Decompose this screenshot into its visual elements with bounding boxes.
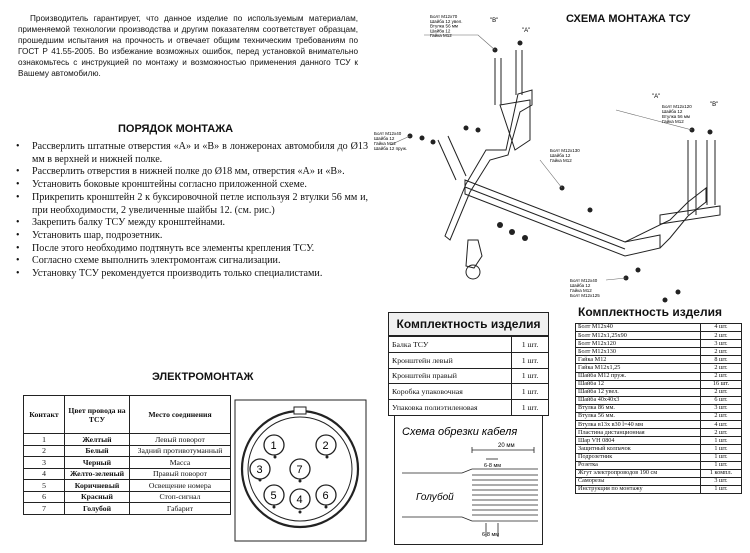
right-bolts-labels: [662, 104, 692, 124]
kit-right-item-qty: 3 шт.: [701, 477, 742, 485]
step-item: • Рассверлить отверстия в нижней полке до Ø18 мм, отверстия «А» и «В».: [14, 166, 368, 179]
kit-right-item-qty: 1 шт.: [701, 453, 742, 461]
kit-right-item-name: Саморезы: [576, 477, 701, 485]
contacts-table: [23, 395, 231, 515]
contacts-row: [24, 491, 231, 503]
kit-right-item-name: Втулка 86 мм.: [576, 404, 701, 412]
kit-right-item-qty: 1 компл.: [701, 469, 742, 477]
step-item: • Согласно схеме выполнить электромонтаж сигнализации.: [14, 255, 368, 268]
contacts-cell-contact: 3: [24, 457, 65, 469]
cable-small-bottom: 6-8 мм: [482, 532, 500, 538]
socket-pin-dot: [259, 479, 262, 482]
drawing-label: Гайка М12: [550, 158, 572, 163]
socket-diagram: [234, 399, 367, 542]
contacts-cell-place: Задний противотуманный: [130, 445, 231, 457]
kit-right-item-name: Розетка: [576, 461, 701, 469]
drawing-label: Шайба 12 увел.: [430, 18, 463, 24]
contacts-row: [24, 468, 231, 480]
beam-top-edge: [465, 187, 625, 249]
socket-pin-dot: [273, 506, 276, 509]
kit-right-row: [576, 364, 742, 372]
kit-right-row: [576, 324, 742, 332]
kit-right-row: [576, 348, 742, 356]
socket-pin-dot: [274, 456, 277, 459]
kit-left-item-qty: 1 шт.: [512, 337, 549, 353]
kit-left-item-qty: 1 шт.: [512, 384, 549, 400]
kit-right-item-qty: 6 шт.: [701, 396, 742, 404]
contacts-header-color: Цвет провода на ТСУ: [65, 396, 130, 434]
cable-wire-label: Голубой: [416, 492, 454, 503]
kit-right-row: [576, 380, 742, 388]
kit-left-item-qty: 1 шт.: [512, 368, 549, 384]
kit-right-row: [576, 396, 742, 404]
contacts-body: [24, 434, 231, 515]
kit-right-item-qty: 2 шт.: [701, 372, 742, 380]
kit-right-row: [576, 340, 742, 348]
top-stud-left: [495, 58, 501, 105]
socket-pin-number: 1: [270, 440, 277, 452]
contacts-row: [24, 503, 231, 515]
kit-right-item-qty: 2 шт.: [701, 388, 742, 396]
step-item: • Установку ТСУ рекомендуется производить только специалистами.: [14, 268, 368, 281]
contacts-cell-color: Желтый: [65, 434, 130, 446]
bottom-bolts-labels: [570, 278, 600, 298]
kit-right-item-name: Болт М12х120: [576, 340, 701, 348]
socket-pin-dot: [325, 506, 328, 509]
kit-right-item-qty: 2 шт.: [701, 413, 742, 421]
kit-left-item-name: Упаковка полиэтиленовая: [389, 400, 512, 416]
electro-heading: ЭЛЕКТРОМОНТАЖ: [152, 371, 254, 383]
kit-right-row: [576, 477, 742, 485]
contacts-cell-contact: 4: [24, 468, 65, 480]
kit-title-left: Комплектность изделия: [388, 312, 549, 336]
kit-right-item-qty: 2 шт.: [701, 348, 742, 356]
contacts-row: [24, 445, 231, 457]
step-item: • Закрепить балку ТСУ между кронштейнами.: [14, 217, 368, 230]
order-heading: ПОРЯДОК МОНТАЖА: [118, 123, 234, 135]
drawing-label: Шайба 12: [662, 109, 683, 114]
drawing-label: Болт М12х70: [430, 14, 458, 19]
kit-right-item-name: Защитный колпачок: [576, 445, 701, 453]
drawing-label: Болт М12х40: [570, 278, 598, 283]
kit-left-item-name: Кронштейн левый: [389, 352, 512, 368]
kit-right-item-qty: 1 шт.: [701, 461, 742, 469]
kit-right-row: [576, 485, 742, 493]
tow-beam: [465, 180, 660, 256]
socket-pin-number: 3: [256, 464, 263, 476]
kit-right-item-name: Жгут электропроводов 190 см: [576, 469, 701, 477]
step-item: • После этого необходимо подтянуть все элементы крепления ТСУ.: [14, 243, 368, 256]
contacts-cell-contact: 2: [24, 445, 65, 457]
kit-right-item-name: Инструкция по монтажу: [576, 485, 701, 493]
kit-right-row: [576, 356, 742, 364]
kit-right-item-name: Болт М12х130: [576, 348, 701, 356]
contacts-cell-color: Красный: [65, 491, 130, 503]
kit-right-row: [576, 461, 742, 469]
kit-right-row: [576, 372, 742, 380]
contacts-cell-contact: 6: [24, 491, 65, 503]
contacts-cell-color: Белый: [65, 445, 130, 457]
contacts-row: [24, 480, 231, 492]
kit-right-item-qty: 3 шт.: [701, 404, 742, 412]
contacts-cell-place: Стоп-сигнал: [130, 491, 231, 503]
kit-right-item-name: Подрозетник: [576, 453, 701, 461]
kit-left-row: [389, 352, 549, 368]
contacts-header-contact: Контакт: [24, 396, 65, 434]
socket-key: [294, 407, 306, 414]
kit-right-row: [576, 437, 742, 445]
kit-right-row: [576, 469, 742, 477]
right-bracket: [625, 188, 706, 248]
kit-right-row: [576, 332, 742, 340]
socket-pin-number: 4: [296, 494, 303, 506]
top-bolts-labels: [430, 14, 462, 38]
kit-right-item-name: Шайба 40х40х3: [576, 396, 701, 404]
kit-right-item-name: Втулка в13х в30 l=40 мм: [576, 421, 701, 429]
kit-right-item-qty: 2 шт.: [701, 429, 742, 437]
cable-length: 20 мм: [498, 443, 515, 449]
contacts-cell-color: Желто-зеленый: [65, 468, 130, 480]
point-a-right-label: "А": [652, 94, 661, 100]
kit-right-item-qty: 8 шт.: [701, 356, 742, 364]
socket-pin-number: 2: [322, 440, 329, 452]
contacts-cell-contact: 7: [24, 503, 65, 515]
tow-ball: [466, 265, 480, 279]
kit-right-item-name: Болт М12х1,25х90: [576, 332, 701, 340]
kit-right-item-name: Шар VH 0804: [576, 437, 701, 445]
right-studs: [688, 140, 715, 215]
drawing-label: Болт М12х40: [374, 131, 402, 136]
contacts-cell-color: Черный: [65, 457, 130, 469]
mid-bolts-labels: [550, 148, 580, 163]
kit-right-row: [576, 445, 742, 453]
contacts-cell-place: Правый поворот: [130, 468, 231, 480]
kit-left-item-name: Коробка упаковочная: [389, 384, 512, 400]
kit-right-row: [576, 413, 742, 421]
kit-right-item-name: Втулка 56 мм.: [576, 413, 701, 421]
kit-right-row: [576, 453, 742, 461]
left-bracket: [445, 90, 532, 240]
kit-right-item-qty: 1 шт.: [701, 485, 742, 493]
kit-left-item-name: Балка ТСУ: [389, 337, 512, 353]
drawing-label: Шайба 12: [374, 136, 395, 141]
socket-pin-dot: [326, 456, 329, 459]
drawing-label: Шайба 12 пруж.: [374, 146, 408, 151]
cable-small-top: 6-8 мм: [484, 463, 502, 469]
intro-paragraph: Производитель гарантирует, что данное изделие по используемым материалам, применяемой технологии производства и другим показателям соответствует образцам, прошедшим испытания на прочность и отвечает общим техническим требованиям по ГОСТ Р 41.55-2005. Во избежание возможных ошибок, перед установкой внимательно ознакомьтесь с инструкцией по монтажу и возможностью применения данного ТСУ к Вашему автомобилю.: [18, 14, 358, 78]
drawing-label: Болт М12х125: [570, 293, 600, 298]
contacts-cell-contact: 5: [24, 480, 65, 492]
kit-title-right: Комплектность изделия: [578, 305, 722, 319]
contacts-header-row: [24, 396, 231, 434]
socket-pin-dot: [299, 480, 302, 483]
point-b-right-label: "В": [710, 102, 719, 108]
intro-text: [18, 14, 358, 79]
installation-drawing: [370, 10, 740, 310]
drawing-label: Шайба 12: [570, 283, 591, 288]
scheme-heading: СХЕМА МОНТАЖА ТСУ: [566, 13, 691, 25]
kit-right-item-name: Гайка М12: [576, 356, 701, 364]
drawing-label: Шайба 12: [430, 28, 451, 34]
point-a-label: "А": [522, 28, 531, 34]
step-item: • Установить шар, подрозетник.: [14, 230, 368, 243]
kit-right-item-qty: 4 шт.: [701, 324, 742, 332]
kit-right-item-qty: 1 шт.: [701, 445, 742, 453]
contacts-cell-color: Коричневый: [65, 480, 130, 492]
drawing-label: Втулка 56 мм: [662, 114, 691, 119]
kit-right-item-qty: 4 шт.: [701, 421, 742, 429]
drawing-label: Гайка М12: [570, 288, 592, 293]
point-b-label: "В": [490, 18, 499, 24]
kit-right-item-qty: 2 шт.: [701, 364, 742, 372]
socket-pin-number: 7: [296, 464, 303, 476]
contacts-cell-place: Левый поворот: [130, 434, 231, 446]
drawing-label: Гайка М12: [662, 119, 684, 124]
step-item: • Прикрепить кронштейн 2 к буксировочной петле используя 2 втулки 56 мм и, при необходимости, 2 увеличенные шайбы 12. (см. рис.): [14, 192, 368, 217]
kit-right-item-name: Шайба М12 пруж.: [576, 372, 701, 380]
drawing-label: Болт М12х130: [550, 148, 580, 153]
kit-table-left: [388, 336, 549, 416]
cable-title: Схема обрезки кабеля: [402, 426, 518, 438]
kit-right-row: [576, 404, 742, 412]
contacts-row: [24, 457, 231, 469]
drawing-label: Втулка 56 мм: [430, 23, 459, 29]
kit-table-right: [575, 323, 742, 494]
contacts-cell-contact: 1: [24, 434, 65, 446]
contacts-row: [24, 434, 231, 446]
kit-right-item-qty: 1 шт.: [701, 437, 742, 445]
step-item: • Установить боковые кронштейны согласно приложенной схеме.: [14, 179, 368, 192]
top-stud-right: [516, 50, 522, 95]
step-item: • Рассверлить штатные отверстия «А» и «В» в лонжеронах автомобиля до Ø13 мм в верхней и нижней полке.: [14, 141, 368, 166]
kit-right-item-name: Шайба 12: [576, 380, 701, 388]
kit-right-row: [576, 388, 742, 396]
drawing-label: Болт М12х120: [662, 104, 692, 109]
kit-right-item-qty: 2 шт.: [701, 332, 742, 340]
drawing-label: Шайба 12: [550, 153, 571, 158]
kit-right-row: [576, 421, 742, 429]
left-studs: [438, 136, 466, 180]
kit-left-row: [389, 400, 549, 416]
kit-right-item-name: Гайка М12х1,25: [576, 364, 701, 372]
socket-pin-number: 6: [322, 490, 329, 502]
kit-left-item-qty: 1 шт.: [512, 352, 549, 368]
kit-left-row: [389, 337, 549, 353]
kit-right-row: [576, 429, 742, 437]
ball-mount: [466, 240, 482, 268]
steps-list: [14, 141, 368, 281]
kit-right-item-name: Шайба 12 увел.: [576, 388, 701, 396]
kit-left-row: [389, 384, 549, 400]
kit-left-item-qty: 1 шт.: [512, 400, 549, 416]
contacts-header-place: Место соединения: [130, 396, 231, 434]
contacts-cell-place: Освещение номера: [130, 480, 231, 492]
kit-left-item-name: Кронштейн правый: [389, 368, 512, 384]
drawing-label: Гайка М12: [374, 141, 396, 146]
left-bolts-labels: [374, 131, 407, 151]
contacts-cell-place: Масса: [130, 457, 231, 469]
kit-right-item-name: Пластина дистанционная: [576, 429, 701, 437]
drawing-label: Гайка М12: [430, 33, 452, 39]
contacts-cell-color: Голубой: [65, 503, 130, 515]
kit-left-row: [389, 368, 549, 384]
cable-cut-diagram: [394, 415, 543, 545]
kit-right-item-qty: 16 шт.: [701, 380, 742, 388]
kit-right-item-name: Болт М12х40: [576, 324, 701, 332]
kit-right-item-qty: 3 шт.: [701, 340, 742, 348]
socket-pin-number: 5: [270, 490, 277, 502]
contacts-cell-place: Габарит: [130, 503, 231, 515]
socket-pin-dot: [299, 511, 302, 514]
